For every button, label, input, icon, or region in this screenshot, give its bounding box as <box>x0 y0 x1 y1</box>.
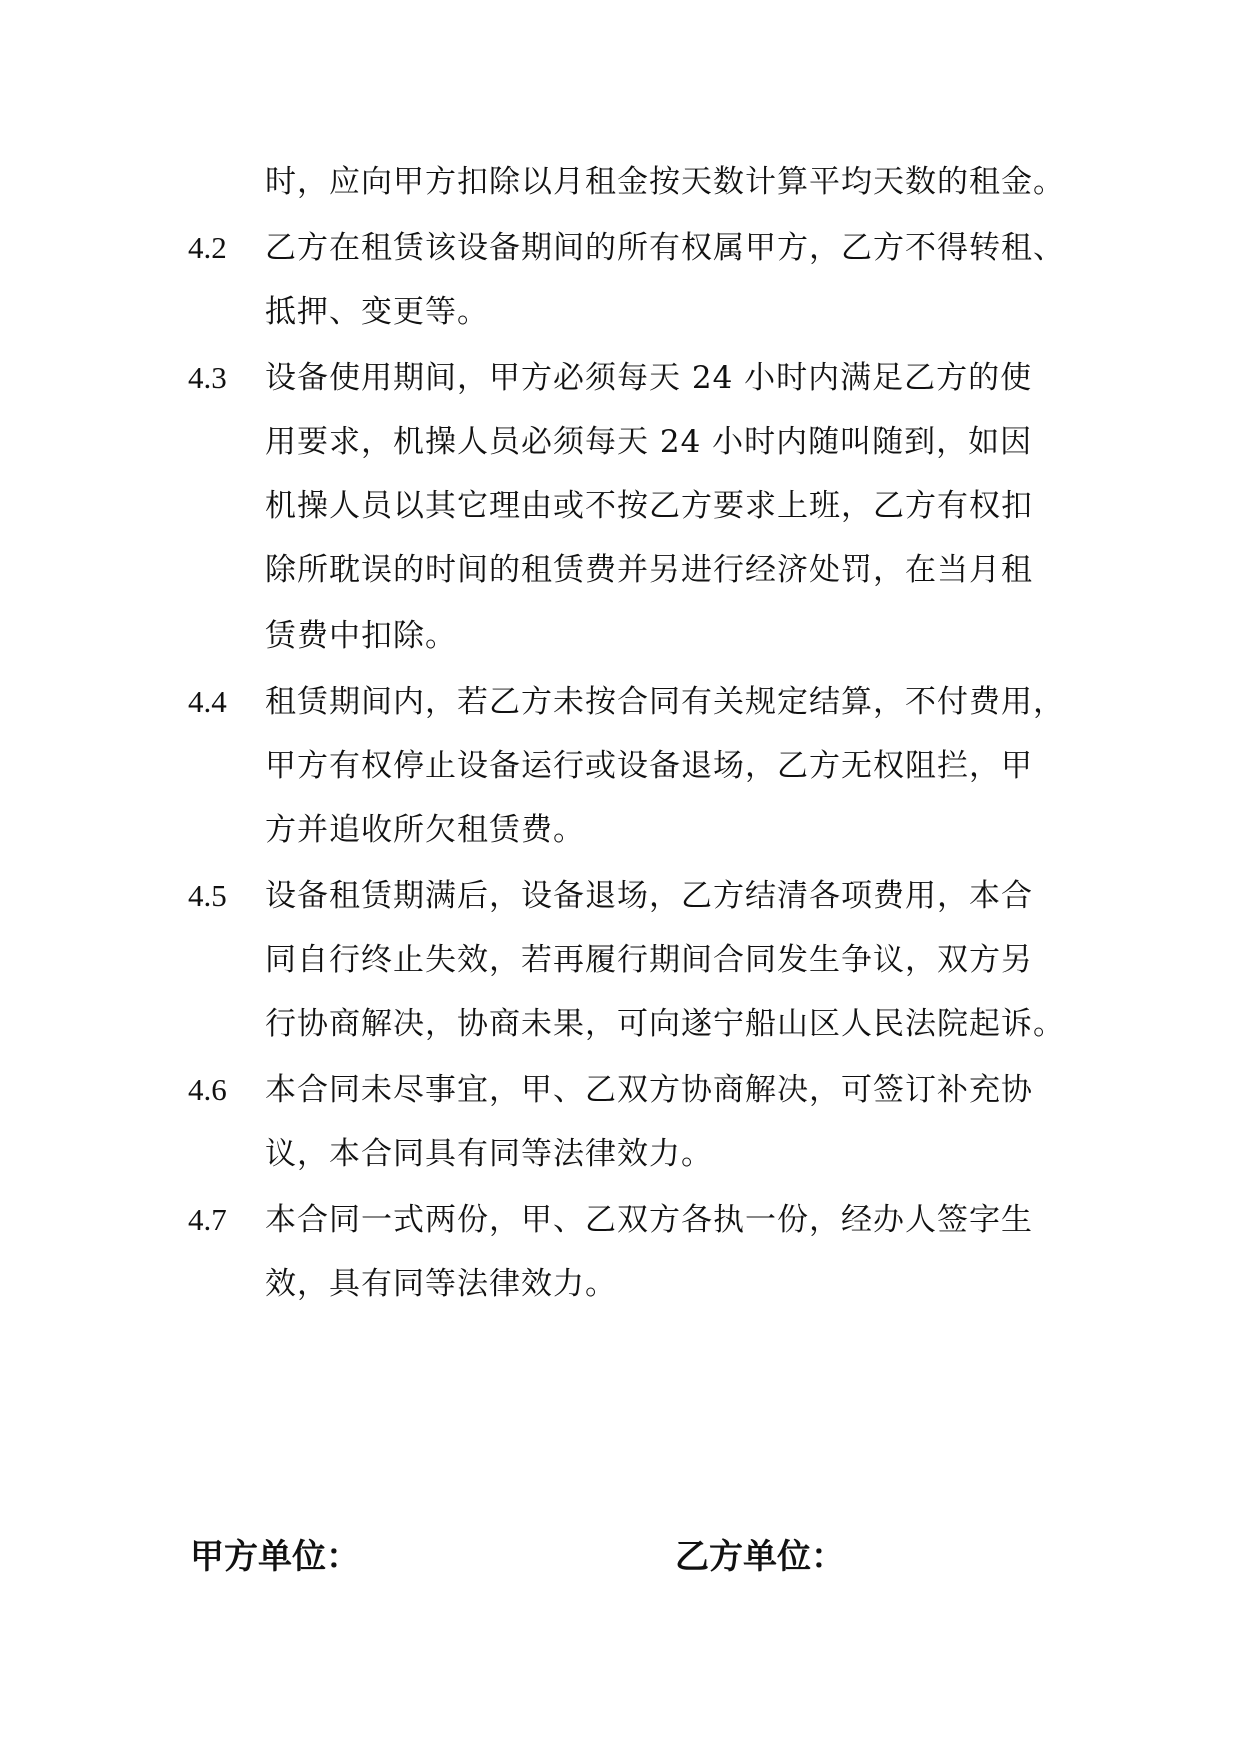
clause-text-line: 乙方在租赁该设备期间的所有权属甲方，乙方不得转租、 <box>265 230 1065 266</box>
clause-4-2 <box>0 226 1241 270</box>
clause-text-line: 赁费中扣除。 <box>265 618 457 654</box>
clause-4-3 <box>0 356 1241 400</box>
clause-4-4-cont <box>0 808 1241 852</box>
clause-4-2-cont <box>0 290 1241 334</box>
clause-continuation <box>0 160 1241 204</box>
clause-text-line: 甲方有权停止设备运行或设备退场，乙方无权阻拦，甲 <box>265 748 1033 784</box>
clause-number: 4.4 <box>188 684 227 719</box>
clause-text-line: 租赁期间内，若乙方未按合同有关规定结算，不付费用， <box>265 684 1065 720</box>
clause-text-line: 方并追收所欠租赁费。 <box>265 812 585 848</box>
clause-text-line: 同自行终止失效，若再履行期间合同发生争议，双方另 <box>265 942 1033 978</box>
clause-4-4 <box>0 680 1241 724</box>
clause-4-6-cont <box>0 1132 1241 1176</box>
clause-4-4-cont <box>0 744 1241 788</box>
clause-text-line: 行协商解决，协商未果，可向遂宁船山区人民法院起诉。 <box>265 1006 1065 1042</box>
clause-4-3-cont <box>0 484 1241 528</box>
clause-text-line: 设备使用期间，甲方必须每天 24 小时内满足乙方的使 <box>265 360 1033 396</box>
clause-number: 4.2 <box>188 230 227 265</box>
clause-number: 4.7 <box>188 1202 227 1237</box>
clause-number: 4.5 <box>188 878 227 913</box>
clause-4-3-cont <box>0 548 1241 592</box>
clause-4-5-cont <box>0 1002 1241 1046</box>
party-a-signature-label: 甲方单位： <box>190 1537 360 1577</box>
clause-4-5 <box>0 874 1241 918</box>
clause-text-line: 除所耽误的时间的租赁费并另进行经济处罚，在当月租 <box>265 552 1033 588</box>
clause-4-3-cont <box>0 614 1241 658</box>
clause-text-line: 本合同未尽事宜，甲、乙双方协商解决，可签订补充协 <box>265 1072 1033 1108</box>
clause-4-7 <box>0 1198 1241 1242</box>
clause-4-5-cont <box>0 938 1241 982</box>
clause-text-line: 本合同一式两份，甲、乙双方各执一份，经办人签字生 <box>265 1202 1033 1238</box>
party-b-signature-label: 乙方单位： <box>675 1537 845 1577</box>
clause-text-line: 效，具有同等法律效力。 <box>265 1266 617 1302</box>
clause-4-7-cont <box>0 1262 1241 1306</box>
clause-4-3-cont <box>0 420 1241 464</box>
clause-4-6 <box>0 1068 1241 1112</box>
clause-text-line: 抵押、变更等。 <box>265 294 489 330</box>
clause-text-line: 设备租赁期满后，设备退场，乙方结清各项费用，本合 <box>265 878 1033 914</box>
clause-text-line: 用要求，机操人员必须每天 24 小时内随叫随到，如因 <box>265 424 1033 460</box>
clause-text-line: 机操人员以其它理由或不按乙方要求上班，乙方有权扣 <box>265 488 1033 524</box>
clause-number: 4.3 <box>188 360 227 395</box>
clause-text-line: 议，本合同具有同等法律效力。 <box>265 1136 713 1172</box>
clause-text-line: 时，应向甲方扣除以月租金按天数计算平均天数的租金。 <box>265 164 1065 200</box>
clause-number: 4.6 <box>188 1072 227 1107</box>
